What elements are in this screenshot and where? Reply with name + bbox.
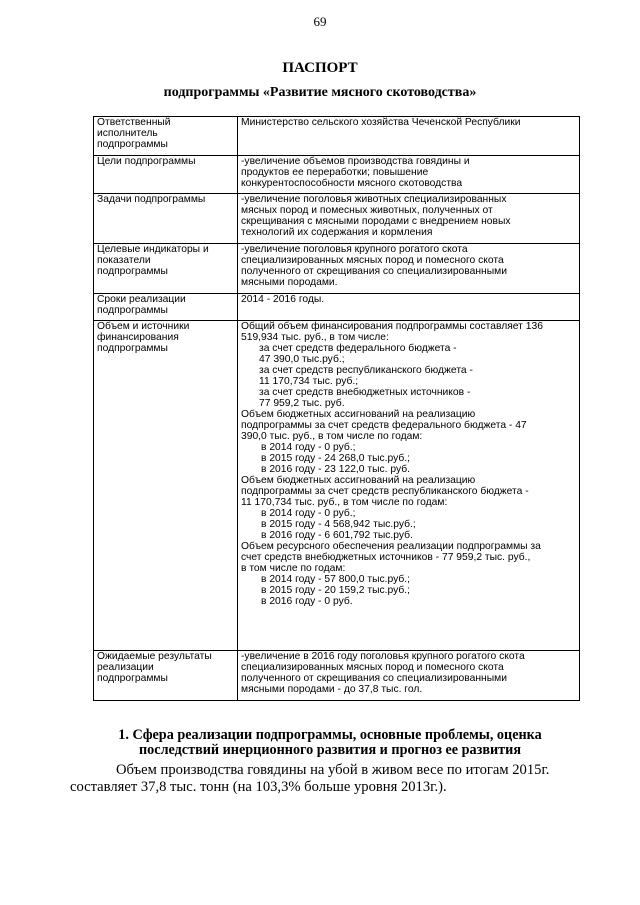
label-line: Ожидаемые результаты — [97, 651, 212, 662]
extrabudget-block: Объем ресурсного обеспечения реализации подпрограммы за — [241, 541, 541, 552]
table-row — [94, 294, 580, 321]
label-line: Цели подпрограммы — [97, 156, 196, 167]
value-line: 2014 - 2016 годы. — [241, 294, 325, 305]
value-line: специализированных мясных пород и помесного скота — [241, 255, 504, 266]
value-line: мясных пород и помесных животных, полученных от — [241, 205, 493, 216]
extrabudget-year: в 2015 году - 20 159,2 тыс.руб.; — [261, 585, 410, 596]
table-row — [94, 156, 580, 194]
row-label — [94, 321, 238, 651]
value-line: специализированных мясных пород и помесного скота — [241, 662, 504, 673]
federal-block: подпрограммы за счет средств федерального бюджета - 47 — [241, 420, 527, 431]
federal-block: 390,0 тыс. руб., в том числе по годам: — [241, 431, 423, 442]
value-line: продуктов ее переработки; повышение — [241, 167, 429, 178]
republic-block: 11 170,734 тыс. руб., в том числе по годам: — [241, 497, 448, 508]
extrabudget-block: в том числе по годам: — [241, 563, 346, 574]
label-line: финансирования — [97, 332, 179, 343]
page-number: 69 — [313, 14, 327, 29]
paragraph-line: составляет 37,8 тыс. тонн (на 103,3% больше уровня 2013г.). — [70, 779, 447, 795]
table-row — [94, 194, 580, 244]
federal-year: в 2015 году - 24 268,0 тыс.руб.; — [261, 453, 410, 464]
federal-budget-label: за счет средств федерального бюджета - — [259, 343, 457, 354]
row-value — [238, 651, 580, 701]
label-line: показатели — [97, 255, 151, 266]
republic-budget-label: за счет средств республиканского бюджета - — [259, 365, 473, 376]
row-value — [238, 194, 580, 244]
federal-block: Объем бюджетных ассигнований на реализацию — [241, 409, 476, 420]
label-line: подпрограммы — [97, 139, 168, 150]
financing-total: Общий объем финансирования подпрограммы составляет 136 — [241, 321, 543, 332]
paragraph-line: Объем производства говядины на убой в живом весе по итогам 2015г. — [116, 762, 550, 778]
label-line: подпрограммы — [97, 305, 168, 316]
extrabudget-year: в 2016 году - 0 руб. — [261, 596, 353, 607]
row-label — [94, 651, 238, 701]
value-line: конкурентоспособности мясного скотоводства — [241, 178, 463, 189]
body-paragraph — [70, 762, 590, 796]
table-row — [94, 244, 580, 294]
value-line: -увеличение в 2016 году поголовья крупного рогатого скота — [241, 651, 525, 662]
republic-year: в 2015 году - 4 568,942 тыс.руб.; — [261, 519, 416, 530]
document-subtitle: подпрограммы «Развитие мясного скотоводства» — [163, 85, 477, 100]
financing-total: 519,934 тыс. руб., в том числе: — [241, 332, 389, 343]
value-line: мясными породами. — [241, 277, 338, 288]
value-line: технологий их содержания и кормления — [241, 227, 433, 238]
value-line: полученного от скрещивания со специализированными — [241, 266, 507, 277]
value-line: -увеличение объемов производства говядины и — [241, 156, 470, 167]
row-value — [238, 244, 580, 294]
republic-block: подпрограммы за счет средств республиканского бюджета - — [241, 486, 529, 497]
label-line: подпрограммы — [97, 266, 168, 277]
section-heading — [70, 728, 590, 758]
label-line: подпрограммы — [97, 343, 168, 354]
row-label — [94, 117, 238, 156]
value-line: скрещивания с мясными породами с внедрением новых — [241, 216, 511, 227]
federal-year: в 2016 году - 23 122,0 тыс. руб. — [261, 464, 410, 475]
row-label — [94, 156, 238, 194]
label-line: Сроки реализации — [97, 294, 186, 305]
label-line: подпрограммы — [97, 673, 168, 684]
label-line: Задачи подпрограммы — [97, 194, 206, 205]
passport-table — [93, 116, 580, 701]
row-label — [94, 244, 238, 294]
republic-year: в 2016 году - 6 601,792 тыс.руб. — [261, 530, 413, 541]
federal-year: в 2014 году - 0 руб.; — [261, 442, 356, 453]
label-line: Ответственный — [97, 117, 171, 128]
republic-block: Объем бюджетных ассигнований на реализацию — [241, 475, 476, 486]
financing-details — [238, 321, 580, 651]
republic-budget-value: 11 170,734 тыс. руб.; — [259, 376, 359, 387]
row-value — [238, 117, 580, 156]
row-value — [238, 294, 580, 321]
value-line: Министерство сельского хозяйства Чеченской Республики — [241, 117, 521, 128]
extrabudget-block: счет средств внебюджетных источников - 77 959,2 тыс. руб., — [241, 552, 531, 563]
document-title: ПАСПОРТ — [282, 60, 358, 76]
table-row — [94, 117, 580, 156]
value-line: -увеличение поголовья крупного рогатого скота — [241, 244, 468, 255]
extrabudget-value: 77 959,2 тыс. руб. — [259, 398, 345, 409]
extrabudget-year: в 2014 году - 57 800,0 тыс.руб.; — [261, 574, 410, 585]
extrabudget-label: за счет средств внебюджетных источников - — [259, 387, 471, 398]
table-row — [94, 651, 580, 701]
label-line: Целевые индикаторы и — [97, 244, 209, 255]
row-value — [238, 156, 580, 194]
section-heading-line: последствий инерционного развития и прогноз ее развития — [139, 742, 521, 758]
value-line: полученного от скрещивания со специализированными — [241, 673, 507, 684]
section-heading-line: 1. Сфера реализации подпрограммы, основные проблемы, оценка — [118, 727, 542, 743]
label-line: исполнитель — [97, 128, 158, 139]
value-line: мясными породами - до 37,8 тыс. гол. — [241, 684, 423, 695]
row-label — [94, 294, 238, 321]
label-line: реализации — [97, 662, 154, 673]
row-label — [94, 194, 238, 244]
republic-year: в 2014 году - 0 руб.; — [261, 508, 356, 519]
value-line: -увеличение поголовья животных специализированных — [241, 194, 507, 205]
federal-budget-value: 47 390,0 тыс.руб.; — [259, 354, 345, 365]
label-line: Объем и источники — [97, 321, 190, 332]
table-row — [94, 321, 580, 651]
